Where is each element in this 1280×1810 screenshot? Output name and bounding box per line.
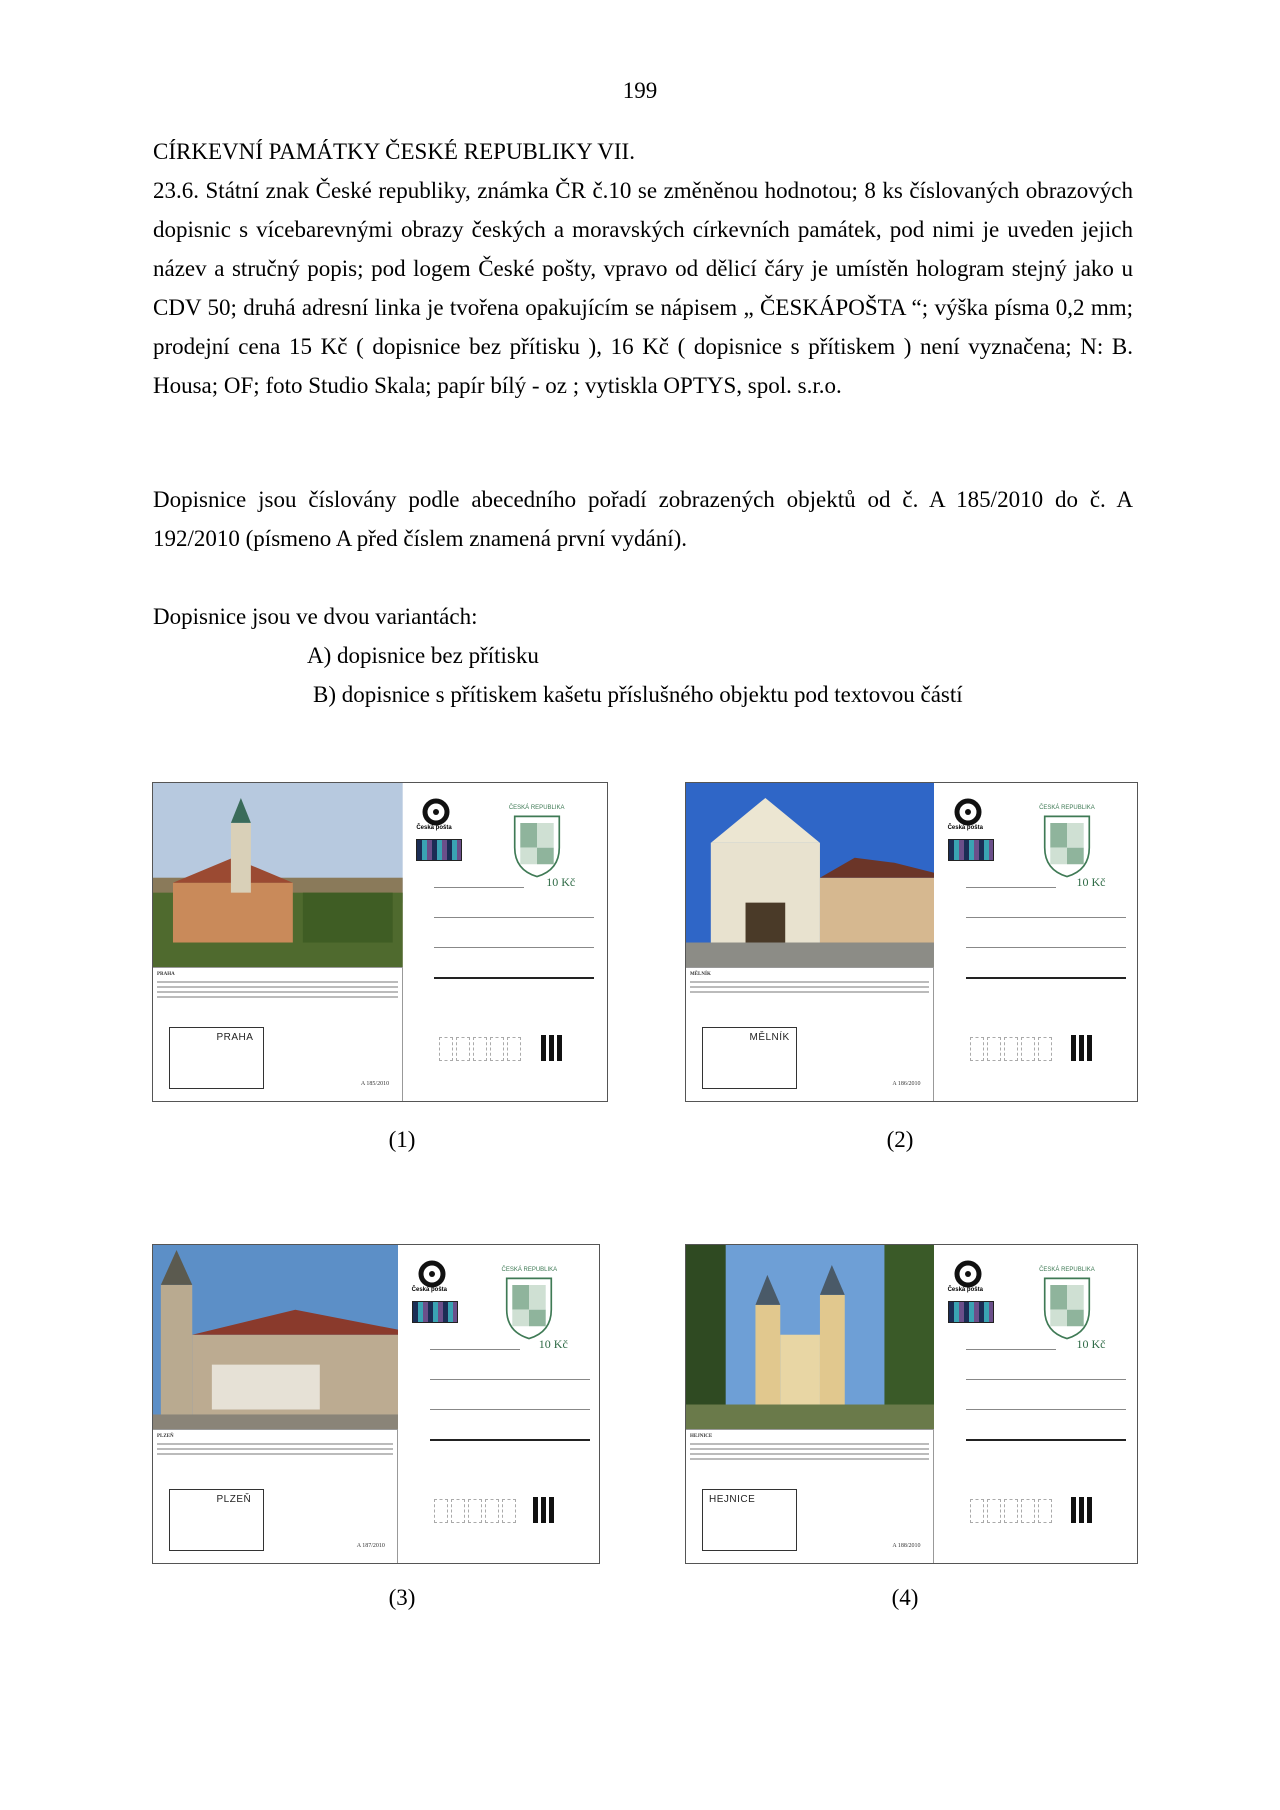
address-line — [430, 1409, 590, 1410]
cachet — [702, 1027, 797, 1089]
place-name: HEJNICE — [690, 1434, 713, 1440]
card-serial: A 186/2010 — [892, 1081, 921, 1087]
hologram — [412, 1301, 458, 1323]
barcode — [533, 1497, 554, 1523]
postcard-photo — [153, 783, 403, 967]
address-line — [434, 917, 594, 918]
barcode — [541, 1035, 562, 1061]
logo-text: Česká pošta — [947, 1287, 983, 1293]
postcode-boxes — [970, 1499, 1052, 1523]
variants-intro: Dopisnice jsou ve dvou variantách: — [153, 604, 478, 629]
description-paragraph: 23.6. Státní znak České republiky, známka ČR č.10 se změněnou hodnotou; 8 ks číslovaných obrazových dopisnic s vícebarevnými obrazy českých a moravských církevních památek, pod nimi je uveden jejich název a stručný popis; pod logem České pošty, vpravo od dělicí čáry je umístěn hologram stejný jako u CDV 50; druhá adresní linka je tvořena opakujícím se nápisem „ ČESKÁPOŠTA “; výška písma 0,2 mm; prodejní cena 15 Kč ( dopisnice bez přítisku ), 16 Kč ( dopisnice s přítiskem ) není vyznačena; N: B. Housa; OF; foto Studio Skala; papír bílý - oz ; vytiskla OPTYS, spol. s.r.o. — [153, 178, 1133, 398]
cachet-label: PLZEŇ — [216, 1493, 252, 1505]
hologram — [948, 839, 994, 861]
stamp-country: ČESKÁ REPUBLIKA — [508, 805, 565, 811]
logo-text: Česká pošta — [947, 825, 983, 831]
caption-1: (1) — [388, 1127, 416, 1152]
cachet — [702, 1489, 797, 1551]
stamp-country: ČESKÁ REPUBLIKA — [1039, 805, 1095, 811]
cachet-label: MĚLNÍK — [749, 1031, 790, 1043]
stamp-country: ČESKÁ REPUBLIKA — [1039, 1267, 1095, 1273]
address-line — [434, 887, 524, 888]
address-line — [966, 887, 1056, 888]
postcard-photo — [686, 783, 934, 967]
address-line — [966, 1349, 1056, 1350]
card-serial: A 188/2010 — [892, 1543, 921, 1549]
caption-2: (2) — [886, 1127, 914, 1152]
stamp-value: 10 Kč — [1076, 875, 1106, 889]
postcode-boxes — [434, 1499, 516, 1523]
stamp-country: ČESKÁ REPUBLIKA — [501, 1267, 558, 1273]
card-serial: A 187/2010 — [356, 1543, 385, 1549]
section-heading: CÍRKEVNÍ PAMÁTKY ČESKÉ REPUBLIKY VII. — [153, 139, 635, 164]
address-line — [966, 917, 1126, 918]
address-line — [430, 1349, 520, 1350]
cachet — [169, 1489, 264, 1551]
postcard-3 — [152, 1244, 600, 1564]
address-line — [966, 1379, 1126, 1380]
coat-of-arms-icon — [495, 1265, 563, 1343]
coat-of-arms-icon — [1033, 803, 1101, 881]
variant-a: A) dopisnice bez přítisku — [307, 643, 539, 668]
barcode — [1071, 1035, 1092, 1061]
address-line — [966, 1409, 1126, 1410]
logo-text: Česká pošta — [416, 825, 452, 831]
hologram — [416, 839, 462, 861]
stamp-value: 10 Kč — [546, 875, 576, 889]
hologram — [948, 1301, 994, 1323]
postcard-photo — [153, 1245, 398, 1429]
address-line — [966, 947, 1126, 948]
place-name: PLZEŇ — [157, 1434, 174, 1440]
postcard-1 — [152, 782, 608, 1102]
place-name: MĚLNÍK — [690, 972, 711, 978]
stamp-value: 10 Kč — [538, 1337, 568, 1351]
barcode — [1071, 1497, 1092, 1523]
postcode-boxes — [439, 1037, 521, 1061]
place-name: PRAHA — [157, 972, 175, 978]
address-line — [434, 947, 594, 948]
card-serial: A 185/2010 — [360, 1081, 390, 1087]
postcard-photo — [686, 1245, 934, 1429]
postcard-2 — [685, 782, 1138, 1102]
cachet — [169, 1027, 264, 1089]
numbering-paragraph: Dopisnice jsou číslovány podle abecedního pořadí zobrazených objektů od č. A 185/2010 do č. A 192/2010 (písmeno A před číslem znamená první vydání). — [153, 487, 1133, 551]
caption-4: (4) — [891, 1585, 919, 1610]
cachet-label: HEJNICE — [709, 1493, 756, 1505]
logo-text: Česká pošta — [411, 1287, 448, 1293]
address-line — [966, 1439, 1126, 1441]
postcode-boxes — [970, 1037, 1052, 1061]
coat-of-arms-icon — [1033, 1265, 1101, 1343]
page-number: 199 — [622, 78, 658, 103]
address-line — [430, 1379, 590, 1380]
address-line — [434, 977, 594, 979]
stamp-value: 10 Kč — [1076, 1337, 1106, 1351]
caption-3: (3) — [388, 1585, 416, 1610]
address-line — [966, 977, 1126, 979]
address-line — [430, 1439, 590, 1441]
variant-b: B) dopisnice s přítiskem kašetu příslušného objektu pod textovou částí — [313, 682, 963, 707]
postcard-4 — [685, 1244, 1138, 1564]
coat-of-arms-icon — [503, 803, 571, 881]
cachet-label: PRAHA — [216, 1031, 254, 1043]
